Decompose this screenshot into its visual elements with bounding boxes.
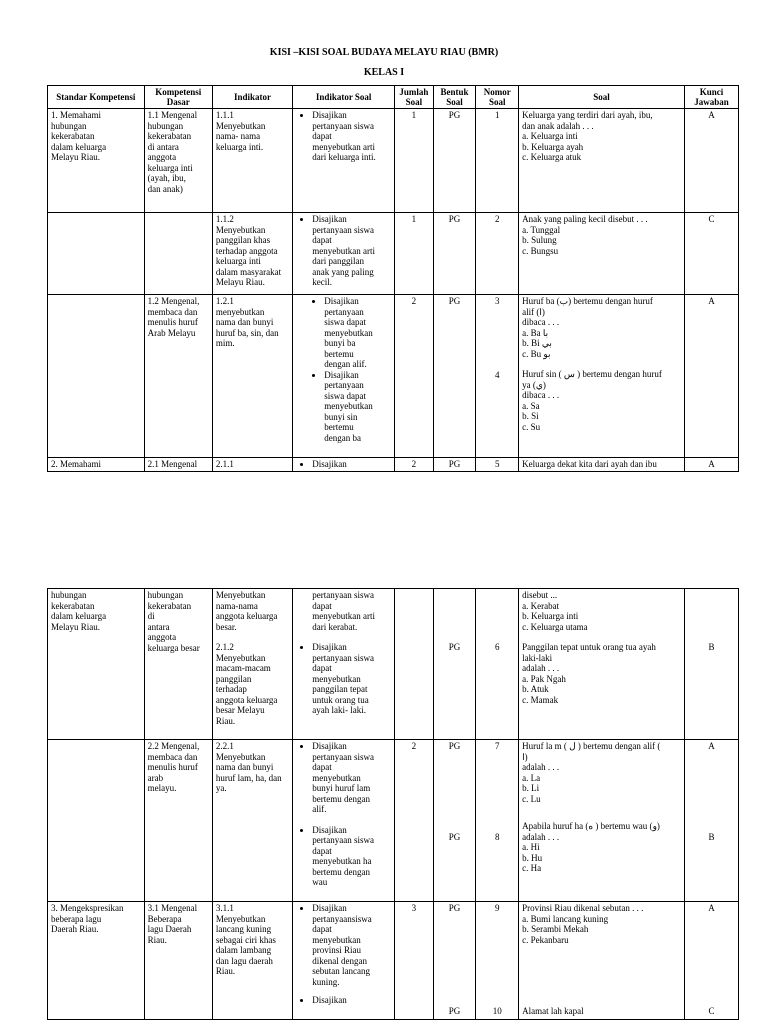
- cell-bentuk-soal: PG: [433, 295, 476, 458]
- cell-standar-kompetensi: hubungan kekerabatan dalam keluarga Melayu Riau.: [48, 589, 145, 740]
- cell-bentuk-soal: [433, 902, 476, 1020]
- cell-indikator-soal: [293, 589, 395, 740]
- bullet-item: • Disajikan pertanyaan siswa dapat menyebutkan bunyi sin bertemu dengan ba: [324, 370, 391, 444]
- indikator-text: 2.1.2 Menyebutkan macam-macam panggilan terhadap anggota keluarga besar Melayu Riau.: [215, 642, 278, 726]
- cell-bentuk-soal: [433, 589, 476, 740]
- table-row: [48, 902, 739, 1020]
- cell-standar-kompetensi: 1. Memahami hubungan kekerabatan dalam keluarga Melayu Riau.: [48, 109, 145, 213]
- soal-text: disebut ... a. Kerabat b. Keluarga inti c. Keluarga utama: [522, 590, 588, 632]
- table-row: [48, 589, 739, 740]
- cell-standar-kompetensi: 3. Mengekspresikan beberapa lagu Daerah Riau.: [48, 902, 145, 1020]
- cell-indikator: 2.2.1 Menyebutkan nama dan bunyi huruf lam, ha, dan ya.: [212, 740, 292, 902]
- bentuk-soal-value: PG: [448, 831, 461, 842]
- soal-text: Huruf la m ( ل ) bertemu dengan alif ( ا) adalah . . . a. La b. Li c. Lu: [522, 741, 661, 804]
- cell-indikator-soal: [293, 458, 395, 472]
- kunci-jawaban-value: C: [708, 1005, 715, 1016]
- kunci-jawaban-value: B: [708, 831, 715, 842]
- cell-soal: [519, 295, 685, 458]
- header-nomor-soal: Nomor Soal: [476, 86, 519, 109]
- cell-soal: [519, 589, 685, 740]
- header-jumlah-soal: Jumlah Soal: [395, 86, 434, 109]
- kisi-table-2: [47, 588, 739, 1020]
- bullet-item: • Disajikan pertanyaansiswa dapat menyebutkan provinsi Riau dikenal dengan sebutan lancang kuning.: [312, 903, 391, 987]
- table-row: [48, 109, 739, 213]
- cell-indikator: 1.2.1 menyebutkan nama dan bunyi huruf ba, sin, dan mim.: [212, 295, 292, 458]
- header-indikator-soal: Indikator Soal: [293, 86, 395, 109]
- cell-kompetensi-dasar: 3.1 Mengenal Beberapa lagu Daerah Riau.: [144, 902, 212, 1020]
- cell-jumlah-soal: 2: [395, 458, 434, 472]
- cell-kunci-jawaban: A: [685, 458, 739, 472]
- nomor-soal-value: 3: [495, 296, 500, 306]
- nomor-soal-value: 9: [495, 903, 500, 913]
- cell-indikator: 2.1.1: [212, 458, 292, 472]
- cell-jumlah-soal: 3: [395, 902, 434, 1020]
- table-row: [48, 295, 739, 458]
- bullet-item: • Disajikan pertanyaan siswa dapat menyebutkan bunyi ba bertemu dengan alif.: [324, 296, 391, 370]
- soal-text: Huruf sin ( س ) bertemu dengan huruf ya (ي) dibaca . . . a. Sa b. Si c. Su: [522, 369, 662, 432]
- cell-kunci-jawaban: A: [685, 295, 739, 458]
- table-row: [48, 740, 739, 902]
- cell-bentuk-soal: PG: [433, 458, 476, 472]
- bentuk-soal-value: PG: [448, 642, 461, 652]
- cell-soal: Keluarga yang terdiri dari ayah, ibu, dan anak adalah . . . a. Keluarga inti b. Keluarga ayah c. Keluarga atuk: [519, 109, 685, 213]
- cell-nomor-soal: [476, 740, 519, 902]
- cell-indikator: 1.1.2 Menyebutkan panggilan khas terhadap anggota keluarga inti dalam masyarakat Melayu Riau.: [212, 213, 292, 295]
- soal-text: Huruf ba (ب) bertemu dengan huruf alif (ا) dibaca . . . a. Ba با b. Bi بي c. Bu بو: [522, 296, 653, 359]
- bullet-item: • Disajikan pertanyaan siswa dapat menyebutkan ha bertemu dengan wau: [312, 825, 391, 888]
- cell-indikator-soal: [293, 213, 395, 295]
- header-indikator: Indikator: [212, 86, 292, 109]
- cell-indikator-soal: [293, 109, 395, 213]
- cell-nomor-soal: [476, 589, 519, 740]
- kunci-jawaban-value: A: [708, 903, 715, 913]
- header-kompetensi-dasar: Kompetensi Dasar: [144, 86, 212, 109]
- table-row: [48, 458, 739, 472]
- cell-kunci-jawaban: [685, 589, 739, 740]
- bullet-item: • Disajikan pertanyaan siswa dapat menyebutkan arti dari panggilan anak yang paling kecil.: [312, 214, 391, 288]
- cell-kompetensi-dasar: 1.1 Mengenal hubungan kekerabatan di antara anggota keluarga inti (ayah, ibu, dan anak): [144, 109, 212, 213]
- kisi-table-1: [47, 85, 739, 472]
- cell-kompetensi-dasar: 1.2 Mengenal, membaca dan menulis huruf Arab Melayu: [144, 295, 212, 458]
- cell-soal: [519, 740, 685, 902]
- cell-nomor-soal: 5: [476, 458, 519, 472]
- cell-jumlah-soal: 2: [395, 740, 434, 902]
- cell-jumlah-soal: [395, 589, 434, 740]
- table-header-row: [48, 86, 739, 109]
- cell-jumlah-soal: 1: [395, 213, 434, 295]
- bentuk-soal-value: PG: [448, 1005, 461, 1016]
- kunci-jawaban-value: A: [708, 741, 715, 751]
- nomor-soal-value: 8: [495, 831, 500, 842]
- cell-standar-kompetensi: [48, 295, 145, 458]
- cell-indikator: [212, 589, 292, 740]
- nomor-soal-value: 10: [492, 1005, 502, 1016]
- header-standar-kompetensi: Standar Kompetensi: [48, 86, 145, 109]
- cell-kompetensi-dasar: hubungan kekerabatan di antara anggota keluarga besar: [144, 589, 212, 740]
- soal-text: Apabila huruf ha (ه ) bertemu wau (و) adalah . . . a. Hi b. Hu c. Ha: [522, 821, 660, 873]
- cell-kunci-jawaban: [685, 740, 739, 902]
- cell-bentuk-soal: PG: [433, 213, 476, 295]
- cell-indikator-soal: [293, 295, 395, 458]
- bullet-item: • Disajikan pertanyaan siswa dapat menyebutkan arti dari keluarga inti.: [312, 110, 391, 163]
- soal-text: Alamat lah kapal: [522, 1006, 584, 1016]
- indikator-text: Menyebutkan nama-nama anggota keluarga besar.: [215, 590, 278, 632]
- cell-indikator-soal: [293, 902, 395, 1020]
- cell-standar-kompetensi: [48, 213, 145, 295]
- cell-jumlah-soal: 1: [395, 109, 434, 213]
- cell-indikator: 3.1.1 Menyebutkan lancang kuning sebagai ciri khas dalam lambang dan lagu daerah Riau.: [212, 902, 292, 1020]
- table-row: [48, 213, 739, 295]
- cell-standar-kompetensi: 2. Memahami: [48, 458, 145, 472]
- nomor-soal-value: 4: [495, 369, 500, 380]
- cell-kompetensi-dasar: 2.2 Mengenal, membaca dan menulis huruf arab melayu.: [144, 740, 212, 902]
- cell-soal: Anak yang paling kecil disebut . . . a. Tunggal b. Sulung c. Bungsu: [519, 213, 685, 295]
- cell-kunci-jawaban: A: [685, 109, 739, 213]
- cell-kompetensi-dasar: [144, 213, 212, 295]
- cell-indikator: 1.1.1 Menyebutkan nama- nama keluarga inti.: [212, 109, 292, 213]
- cell-soal: [519, 902, 685, 1020]
- header-bentuk-soal: Bentuk Soal: [433, 86, 476, 109]
- cell-soal: Keluarga dekat kita dari ayah dan ibu: [519, 458, 685, 472]
- bullet-item: • Disajikan: [312, 459, 391, 470]
- soal-text: Provinsi Riau dikenal sebutan . . . a. Bumi lancang kuning b. Serambi Mekah c. Pekanbaru: [522, 903, 644, 945]
- header-soal: Soal: [519, 86, 685, 109]
- cell-standar-kompetensi: [48, 740, 145, 902]
- header-kunci-jawaban: Kunci Jawaban: [685, 86, 739, 109]
- cell-nomor-soal: 2: [476, 213, 519, 295]
- cell-indikator-soal: [293, 740, 395, 902]
- cell-bentuk-soal: PG: [433, 109, 476, 213]
- document-title: KISI –KISI SOAL BUDAYA MELAYU RIAU (BMR): [269, 47, 499, 58]
- cell-jumlah-soal: 2: [395, 295, 434, 458]
- document-subtitle: KELAS I: [363, 67, 405, 78]
- cell-kunci-jawaban: [685, 902, 739, 1020]
- cell-nomor-soal: 1: [476, 109, 519, 213]
- cell-kunci-jawaban: C: [685, 213, 739, 295]
- soal-text: Panggilan tepat untuk orang tua ayah laki-laki adalah . . . a. Pak Ngah b. Atuk c. Mamak: [522, 642, 656, 705]
- bullet-item: • Disajikan: [312, 995, 391, 1006]
- bullet-item: • Disajikan pertanyaan siswa dapat menyebutkan panggilan tepat untuk orang tua ayah laki- laki.: [312, 642, 391, 716]
- kunci-jawaban-value: B: [708, 642, 715, 652]
- nomor-soal-value: 7: [495, 741, 500, 751]
- cell-nomor-soal: [476, 295, 519, 458]
- bentuk-soal-value: PG: [448, 741, 461, 751]
- cell-nomor-soal: [476, 902, 519, 1020]
- indikator-soal-text: pertanyaan siswa dapat menyebutkan arti dari kerabat.: [312, 590, 375, 632]
- cell-kompetensi-dasar: 2.1 Mengenal: [144, 458, 212, 472]
- bentuk-soal-value: PG: [448, 903, 461, 913]
- nomor-soal-value: 6: [495, 642, 500, 652]
- cell-bentuk-soal: [433, 740, 476, 902]
- bullet-item: • Disajikan pertanyaan siswa dapat menyebutkan bunyi huruf lam bertemu dengan alif.: [312, 741, 391, 815]
